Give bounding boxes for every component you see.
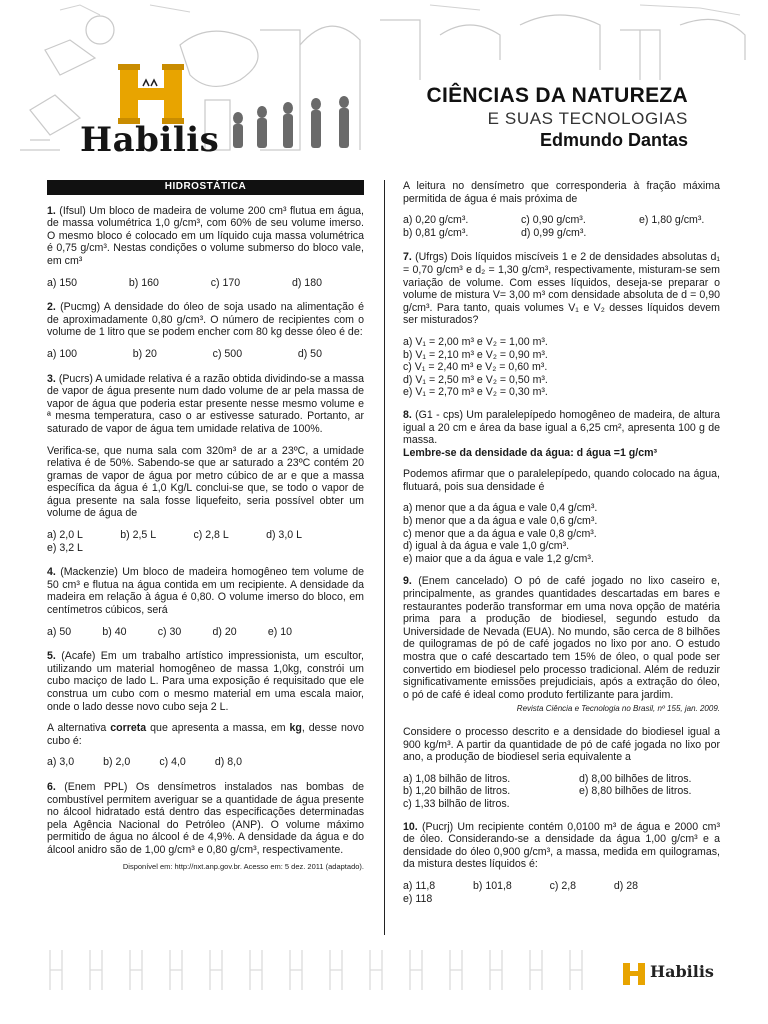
option[interactable]: a) 150: [47, 276, 78, 289]
question-text: (Pucmg) A densidade do óleo de soja usado na alimentação é de aproximadamente 0,80 g/cm³. O número de recipientes com o volume de 1 litro que se podem encher com 80 kg desse óleo é de:: [47, 301, 364, 339]
option[interactable]: b) 2,0: [103, 756, 131, 769]
question-4-options: [47, 626, 364, 639]
question-7: 7. (Ufrgs) Dois líquidos miscíveis 1 e 2 de densidades absolutas d₁ = 0,70 g/cm³ e d₂ = 1,30 g/cm³, respectivamente, misturam-se sem variação de volume. Com esses líquidos, deseja-se preparar o volume de mistura V= 3,00 m³ com densidade absoluta de d = 0,90 g/cm³. Para tanto, quais volumes V₁ e V₂ desses líquidos devem ser misturados?: [403, 251, 720, 327]
option[interactable]: d) 0,99 g/cm³.: [521, 226, 587, 239]
left-column: [47, 180, 364, 883]
option[interactable]: d) 50: [297, 347, 322, 360]
option[interactable]: c) 170: [210, 276, 241, 289]
question-1-options: [47, 277, 364, 290]
question-6: 6. (Enem PPL) Os densímetros instalados nas bombas de combustível permitem averiguar se a quantidade de água presente no álcool hidratado está dentro das especificações determinadas pela Agência Nacional do Petróleo (ANP). O volume máximo permitido de água no álcool é de 4,9%. A densidade da água e do álcool anidro são de 1,00 g/cm³ e 0,80 g/cm³, respectivamente.: [47, 780, 364, 856]
question-9: 9. (Enem cancelado) O pó de café jogado no lixo caseiro e, principalmente, as grandes quantidades descartadas em bares e restaurantes poderão transformar em uma nova opção de matéria prima para a produção de biodiesel, segundo estudo da Universidade de Nevada (EUA). No mundo, são cerca de 8 bilhões de quilogramas de pó de café jogados no lixo por ano. O estudo mostra que o café descartado tem 15% de óleo, o qual pode ser convertido em biodiesel pelo processo tradicional. Além de reduzir significativamente emissões prejudiciais, após a extração do óleo, o pó de café é ideal como produto fertilizante para jardim.: [403, 575, 720, 701]
question-text: (G1 - cps) Um paralelepípedo homogêneo de madeira, de altura igual a 20 cm e área da base igual a 6,25 cm², apresenta 100 g de massa.: [403, 408, 720, 447]
option[interactable]: a) 3,0: [47, 756, 75, 769]
question-6-continuation: A leitura no densímetro que corresponderia à fração máxima permitida de água é mais próxima de: [403, 180, 720, 205]
question-2: 2. (Pucmg) A densidade do óleo de soja usado na alimentação é de aproximadamente 0,80 g/cm³. O número de recipientes com o volume de 1 litro que se podem encher com 80 kg desse óleo é de:: [47, 301, 364, 339]
question-3-continuation: Verifica-se, que numa sala com 320m³ de ar a 23ºC, a umidade relativa é de 50%. Sabendo-se que ar saturado a 23ºC contém 20 gramas de vapor de água por metro cúbico de ar e que a massa específica da água é 1,0 Kg/L conclui-se que, se todo o vapor de água presente na sala fosse liquefeito, seria possível obter um volume de água de: [47, 444, 364, 520]
option[interactable]: b) 40: [102, 625, 127, 638]
option[interactable]: c) menor que a da água e vale 0,8 g/cm³.: [403, 527, 597, 540]
question-text: (Acafe) Em um trabalho artístico impressionista, um escultor, utilizando um material homogêneo de massa 1,0kg, constrói um cubo maciço de lado L. Para uma exposição é requisitado que ele construa um cubo com o mesmo material em uma escala maior, onde o lado desse novo cubo seja 2 L.: [47, 650, 364, 713]
option[interactable]: c) V₁ = 2,40 m³ e V₂ = 0,60 m³.: [403, 361, 548, 374]
option[interactable]: a) 0,20 g/cm³.: [403, 214, 469, 227]
option[interactable]: b) 2,5 L: [120, 529, 157, 542]
option[interactable]: d) 180: [291, 276, 322, 289]
question-5-options: [47, 756, 364, 769]
option[interactable]: e) 1,80 g/cm³.: [639, 214, 705, 227]
option[interactable]: a) 11,8: [403, 879, 436, 892]
question-text: (Mackenzie) Um bloco de madeira homogêneo tem volume de 50 cm³ e flutua na água contida em um recipiente. A densidade da madeira em relação à água é 0,80. O volume imerso do bloco, em centímetros cúbicos, será: [47, 566, 364, 617]
option[interactable]: c) 500: [212, 347, 243, 360]
option[interactable]: d) 20: [212, 625, 237, 638]
question-6-source: Disponível em: http://nxt.anp.gov.br. Acesso em: 5 dez. 2011 (adaptado).: [122, 861, 364, 871]
option[interactable]: d) 8,00 bilhões de litros.: [579, 772, 692, 785]
option[interactable]: d) 8,0: [214, 756, 242, 769]
question-8-continuation: Podemos afirmar que o paralelepípedo, quando colocado na água, flutuará, pois sua densidade é: [403, 468, 720, 493]
option[interactable]: a) menor que a da água e vale 0,4 g/cm³.: [403, 502, 598, 515]
option[interactable]: b) 1,20 bilhão de litros.: [403, 785, 511, 798]
footer-logo-text: Habilis: [650, 962, 714, 981]
question-text: (Ifsul) Um bloco de madeira de volume 200 cm³ flutua em água, de massa volumétrica 1,0 g/cm³, com 60% de seu volume imerso. O mesmo bloco é colocado em um líquido cuja massa volumétrica é 0,75 g/cm³. Nestas condições o volume submerso do bloco vale, em cm³: [47, 204, 364, 267]
question-5: 5. (Acafe) Em um trabalho artístico impressionista, um escultor, utilizando um material homogêneo de massa 1,0kg, constrói um cubo maciço de lado L. Para uma exposição é requisitado que ele construa um cubo com o mesmo material em uma escala maior, onde o lado desse novo cubo seja 2 L.: [47, 650, 364, 713]
question-text: (Pucrs) A umidade relativa é a razão obtida dividindo-se a massa de vapor de água presente num dado volume de ar pela massa de vapor de água que poderia estar presente nesse mesmo volume e ª mesma temperatura, caso o ar estivesse saturado. Portanto, ar saturado de vapor de água tem umidade relativa de 100%.: [47, 372, 364, 435]
option[interactable]: e) V₁ = 2,70 m³ e V₂ = 0,30 m³.: [403, 386, 548, 399]
option[interactable]: c) 1,33 bilhão de litros.: [403, 797, 510, 810]
option[interactable]: b) 0,81 g/cm³.: [403, 226, 469, 239]
option[interactable]: a) 2,0 L: [47, 529, 83, 542]
option[interactable]: b) 101,8: [472, 879, 512, 892]
option[interactable]: a) 1,08 bilhão de litros.: [403, 772, 511, 785]
habilis-h-logo-icon: [118, 62, 184, 126]
question-4: 4. (Mackenzie) Um bloco de madeira homogêneo tem volume de 50 cm³ e flutua na água contida em um recipiente. A densidade da madeira em relação à água é 0,80. O volume imerso do bloco, em centímetros cúbicos, será: [47, 566, 364, 617]
option[interactable]: c) 4,0: [159, 756, 186, 769]
question-8-options: [403, 502, 720, 565]
habilis-logo-text: Habilis: [80, 120, 220, 160]
option[interactable]: b) V₁ = 2,10 m³ e V₂ = 0,90 m³.: [403, 348, 548, 361]
option[interactable]: a) 50: [47, 625, 72, 638]
option[interactable]: b) menor que a da água e vale 0,6 g/cm³.: [403, 515, 598, 528]
option[interactable]: b) 20: [132, 347, 157, 360]
question-text: (Pucrj) Um recipiente contém 0,0100 m³ de água e 2000 cm³ de óleo. Considerando-se a densidade da água 1,00 g/cm³ e a densidade do óleo 0,900 g/cm³, a massa, medida em quilogramas, da mistura destes líquidos é:: [403, 820, 720, 871]
option[interactable]: c) 2,8 L: [193, 529, 229, 542]
option[interactable]: c) 30: [157, 625, 182, 638]
subject-title: CIÊNCIAS DA NATUREZA: [426, 84, 688, 107]
footer-pattern-icon: [40, 940, 600, 1000]
option[interactable]: e) 118: [403, 892, 433, 905]
option[interactable]: d) V₁ = 2,50 m³ e V₂ = 0,50 m³.: [403, 373, 548, 386]
question-text: (Enem cancelado) O pó de café jogado no lixo caseiro e, principalmente, as grandes quantidades descartadas em bares e restaurantes poderão transformar em uma nova opção de matéria prima para a produção de biodiesel, segundo estudo da Universidade de Nevada (EUA). No mundo, são cerca de 8 bilhões de quilogramas de pó de café jogados no lixo por ano. O estudo mostra que o café descartado tem 15% de óleo, o qual pode ser convertido em biodiesel pelo processo tradicional. Além de reduzir significativamente emissões prejudiciais, após a extração do óleo, o pó de café é ideal como produto fertilizante para jardim.: [403, 575, 720, 701]
question-9-continuation: Considere o processo descrito e a densidade do biodiesel igual a 900 kg/m³. A partir da quantidade de pó de café jogada no lixo por ano, a produção de biodiesel seria equivalente a: [403, 725, 720, 764]
option[interactable]: c) 0,90 g/cm³.: [521, 214, 586, 227]
question-1: 1. (Ifsul) Um bloco de madeira de volume 200 cm³ flutua em água, de massa volumétrica 1,0 g/cm³, com 60% de seu volume imerso. O mesmo bloco é colocado em um líquido cuja massa volumétrica é 0,75 g/cm³. Nestas condições o volume submerso do bloco vale, em cm³: [47, 204, 364, 267]
subject-subtitle: E SUAS TECNOLOGIAS: [487, 109, 688, 128]
question-10: 10. (Pucrj) Um recipiente contém 0,0100 m³ de água e 2000 cm³ de óleo. Considerando-se a densidade da água 1,00 g/cm³ e a densidade do óleo 0,900 g/cm³, a massa, medida em quilogramas, da mistura destes líquidos é:: [403, 820, 720, 871]
question-9-source: Revista Ciência e Tecnologia no Brasil, nº 155, jan. 2009.: [516, 704, 720, 714]
column-divider: [384, 180, 385, 935]
option[interactable]: b) 160: [128, 276, 159, 289]
right-column: [403, 180, 720, 917]
option[interactable]: a) 100: [47, 347, 78, 360]
question-3: 3. (Pucrs) A umidade relativa é a razão obtida dividindo-se a massa de vapor de água presente num dado volume de ar pela massa de vapor de água que poderia estar presente nesse mesmo volume e ª mesma temperatura, caso o ar estivesse saturado. Portanto, ar saturado de vapor de água tem umidade relativa de 100%.: [47, 372, 364, 435]
question-3-options: [47, 529, 364, 554]
header-title-block: [427, 84, 689, 151]
option[interactable]: c) 2,8: [549, 879, 577, 892]
question-9-options: [403, 773, 720, 811]
option[interactable]: d) 3,0 L: [266, 529, 302, 542]
section-banner: HIDROSTÁTICA: [47, 180, 364, 195]
question-text: (Enem PPL) Os densímetros instalados nas bombas de combustível permitem averiguar se a quantidade de água presente no álcool hidratado está dentro das especificações determinadas pela Agência Nacional do Petróleo (ANP). O volume máximo permitido de água no álcool é de 4,9%. A densidade da água e do álcool anidro são de 1,00 g/cm³ e 0,80 g/cm³, respectivamente.: [47, 780, 364, 856]
question-8: 8. (G1 - cps) Um paralelepípedo homogêneo de madeira, de altura igual a 20 cm e área da base igual a 6,25 cm², apresenta 100 g de massa.: [403, 408, 720, 447]
question-5-prompt: A alternativa correta que apresenta a massa, em kg, desse novo cubo é:: [47, 722, 364, 747]
option[interactable]: a) V₁ = 2,00 m³ e V₂ = 1,00 m³.: [403, 335, 548, 348]
question-text: (Ufrgs) Dois líquidos miscíveis 1 e 2 de densidades absolutas d₁ = 0,70 g/cm³ e d₂ = 1,30 g/cm³, respectivamente, misturam-se sem variação de volume. Com esses líquidos, deseja-se preparar o volume de mistura V= 3,00 m³ com densidade absoluta de d = 0,90 g/cm³. Para tanto, quais volumes V₁ e V₂ desses líquidos devem ser misturados?: [403, 251, 720, 327]
question-7-options: [403, 336, 720, 399]
option[interactable]: d) igual à da água e vale 1,0 g/cm³.: [403, 540, 570, 553]
teacher-name: Edmundo Dantas: [539, 130, 688, 150]
option[interactable]: e) 10: [267, 625, 292, 638]
option[interactable]: d) 28: [613, 879, 638, 892]
question-10-options: [403, 880, 720, 905]
question-6-options: [403, 214, 720, 239]
question-8-hint: Lembre-se da densidade da água: d água =1 g/cm³: [403, 446, 658, 459]
option[interactable]: e) maior que a da água e vale 1,2 g/cm³.: [403, 552, 594, 565]
option[interactable]: e) 8,80 bilhões de litros.: [579, 785, 692, 798]
question-2-options: [47, 348, 364, 361]
footer-h-logo-icon: [622, 962, 646, 986]
option[interactable]: e) 3,2 L: [47, 541, 83, 554]
